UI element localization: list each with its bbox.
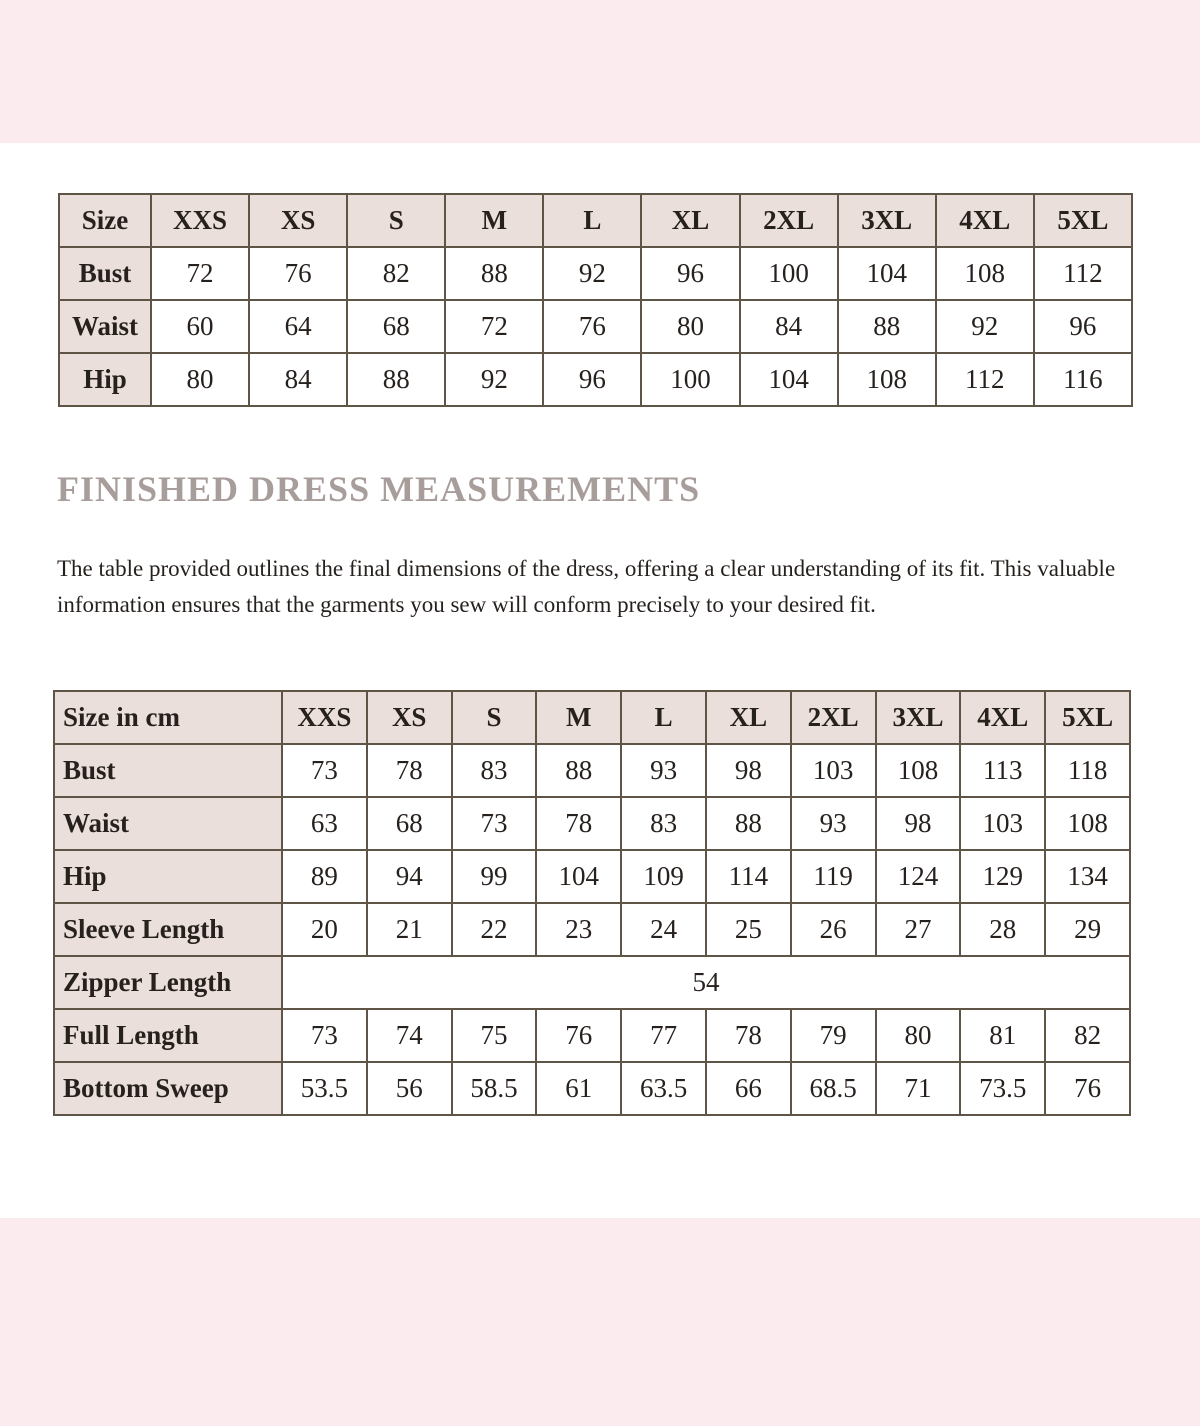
column-header-3xl: 3XL — [876, 691, 961, 744]
bottom-accent-band — [0, 1218, 1200, 1426]
value-cell: 108 — [936, 247, 1034, 300]
value-cell: 76 — [249, 247, 347, 300]
value-cell: 78 — [536, 797, 621, 850]
value-cell: 109 — [621, 850, 706, 903]
column-header-xxs: XXS — [151, 194, 249, 247]
row-label: Waist — [59, 300, 151, 353]
value-cell: 118 — [1045, 744, 1130, 797]
value-cell: 92 — [936, 300, 1034, 353]
value-cell: 28 — [960, 903, 1045, 956]
value-cell: 73 — [282, 1009, 367, 1062]
value-cell: 64 — [249, 300, 347, 353]
value-cell: 88 — [445, 247, 543, 300]
value-cell: 58.5 — [452, 1062, 537, 1115]
finished-table-corner-label: Size in cm — [54, 691, 282, 744]
value-cell: 100 — [641, 353, 739, 406]
value-cell: 112 — [936, 353, 1034, 406]
value-cell: 27 — [876, 903, 961, 956]
value-cell: 78 — [367, 744, 452, 797]
row-waist — [54, 797, 1130, 850]
value-cell: 83 — [452, 744, 537, 797]
value-cell: 75 — [452, 1009, 537, 1062]
value-cell: 108 — [1045, 797, 1130, 850]
row-label: Zipper Length — [54, 956, 282, 1009]
column-header-xs: XS — [367, 691, 452, 744]
row-bust — [59, 247, 1132, 300]
value-cell: 108 — [876, 744, 961, 797]
value-cell: 89 — [282, 850, 367, 903]
row-label: Bust — [59, 247, 151, 300]
value-cell: 79 — [791, 1009, 876, 1062]
value-cell: 116 — [1034, 353, 1132, 406]
section-heading: FINISHED DRESS MEASUREMENTS — [57, 469, 701, 509]
column-header-xxs: XXS — [282, 691, 367, 744]
section-paragraph: The table provided outlines the final dimensions of the dress, offering a clear understanding of its fit. This valuable information ensures that the garments you sew will conform precisely to your desired fit. — [57, 556, 1116, 617]
value-cell: 104 — [536, 850, 621, 903]
value-cell: 94 — [367, 850, 452, 903]
column-header-s: S — [452, 691, 537, 744]
value-cell: 25 — [706, 903, 791, 956]
value-cell: 104 — [838, 247, 936, 300]
column-header-l: L — [543, 194, 641, 247]
value-cell: 119 — [791, 850, 876, 903]
value-cell: 82 — [1045, 1009, 1130, 1062]
row-full-length — [54, 1009, 1130, 1062]
row-zipper-length — [54, 956, 1130, 1009]
value-cell: 108 — [838, 353, 936, 406]
value-cell: 129 — [960, 850, 1045, 903]
value-cell: 63.5 — [621, 1062, 706, 1115]
value-cell: 77 — [621, 1009, 706, 1062]
column-header-5xl: 5XL — [1034, 194, 1132, 247]
value-cell: 68.5 — [791, 1062, 876, 1115]
value-cell: 84 — [740, 300, 838, 353]
value-cell: 66 — [706, 1062, 791, 1115]
row-hip — [54, 850, 1130, 903]
value-cell: 56 — [367, 1062, 452, 1115]
value-cell: 71 — [876, 1062, 961, 1115]
value-cell: 88 — [347, 353, 445, 406]
row-label: Sleeve Length — [54, 903, 282, 956]
value-cell: 72 — [445, 300, 543, 353]
column-header-m: M — [445, 194, 543, 247]
value-cell: 80 — [876, 1009, 961, 1062]
column-header-3xl: 3XL — [838, 194, 936, 247]
value-cell: 73 — [282, 744, 367, 797]
column-header-l: L — [621, 691, 706, 744]
value-cell: 29 — [1045, 903, 1130, 956]
column-header-xl: XL — [641, 194, 739, 247]
value-cell: 112 — [1034, 247, 1132, 300]
value-cell: 88 — [838, 300, 936, 353]
body-measurements-table — [58, 193, 1133, 407]
value-cell: 80 — [151, 353, 249, 406]
value-cell: 53.5 — [282, 1062, 367, 1115]
value-cell: 22 — [452, 903, 537, 956]
row-label: Hip — [54, 850, 282, 903]
row-label: Bottom Sweep — [54, 1062, 282, 1115]
size-table-header-row — [59, 194, 1132, 247]
value-cell: 104 — [740, 353, 838, 406]
value-cell: 100 — [740, 247, 838, 300]
row-label: Full Length — [54, 1009, 282, 1062]
value-cell: 61 — [536, 1062, 621, 1115]
row-bust — [54, 744, 1130, 797]
value-cell: 26 — [791, 903, 876, 956]
value-cell: 72 — [151, 247, 249, 300]
value-cell: 82 — [347, 247, 445, 300]
value-cell: 60 — [151, 300, 249, 353]
column-header-5xl: 5XL — [1045, 691, 1130, 744]
row-label: Hip — [59, 353, 151, 406]
value-cell: 63 — [282, 797, 367, 850]
value-cell: 73 — [452, 797, 537, 850]
row-hip — [59, 353, 1132, 406]
value-cell: 76 — [1045, 1062, 1130, 1115]
row-waist — [59, 300, 1132, 353]
column-header-xl: XL — [706, 691, 791, 744]
column-header-2xl: 2XL — [791, 691, 876, 744]
value-cell: 114 — [706, 850, 791, 903]
row-label: Bust — [54, 744, 282, 797]
value-cell: 68 — [347, 300, 445, 353]
value-cell: 96 — [543, 353, 641, 406]
value-cell: 103 — [960, 797, 1045, 850]
value-cell: 23 — [536, 903, 621, 956]
value-cell: 124 — [876, 850, 961, 903]
value-cell: 113 — [960, 744, 1045, 797]
value-cell: 73.5 — [960, 1062, 1045, 1115]
value-cell: 99 — [452, 850, 537, 903]
value-cell: 88 — [536, 744, 621, 797]
size-table-corner-label: Size — [59, 194, 151, 247]
value-cell: 76 — [536, 1009, 621, 1062]
row-label: Waist — [54, 797, 282, 850]
value-cell: 88 — [706, 797, 791, 850]
column-header-s: S — [347, 194, 445, 247]
value-cell: 98 — [876, 797, 961, 850]
value-cell: 93 — [621, 744, 706, 797]
value-cell: 24 — [621, 903, 706, 956]
column-header-m: M — [536, 691, 621, 744]
value-cell: 103 — [791, 744, 876, 797]
column-header-xs: XS — [249, 194, 347, 247]
value-cell: 98 — [706, 744, 791, 797]
value-cell: 21 — [367, 903, 452, 956]
value-cell: 92 — [543, 247, 641, 300]
row-sleeve-length — [54, 903, 1130, 956]
value-cell: 96 — [1034, 300, 1132, 353]
column-header-4xl: 4XL — [960, 691, 1045, 744]
column-header-2xl: 2XL — [740, 194, 838, 247]
merged-value-cell: 54 — [282, 956, 1130, 1009]
value-cell: 93 — [791, 797, 876, 850]
value-cell: 76 — [543, 300, 641, 353]
value-cell: 68 — [367, 797, 452, 850]
value-cell: 20 — [282, 903, 367, 956]
row-bottom-sweep — [54, 1062, 1130, 1115]
value-cell: 74 — [367, 1009, 452, 1062]
column-header-4xl: 4XL — [936, 194, 1034, 247]
top-accent-band — [0, 0, 1200, 143]
finished-dress-measurements-table — [53, 690, 1131, 1116]
value-cell: 134 — [1045, 850, 1130, 903]
value-cell: 96 — [641, 247, 739, 300]
value-cell: 80 — [641, 300, 739, 353]
value-cell: 81 — [960, 1009, 1045, 1062]
finished-table-header-row — [54, 691, 1130, 744]
value-cell: 83 — [621, 797, 706, 850]
value-cell: 78 — [706, 1009, 791, 1062]
value-cell: 84 — [249, 353, 347, 406]
value-cell: 92 — [445, 353, 543, 406]
